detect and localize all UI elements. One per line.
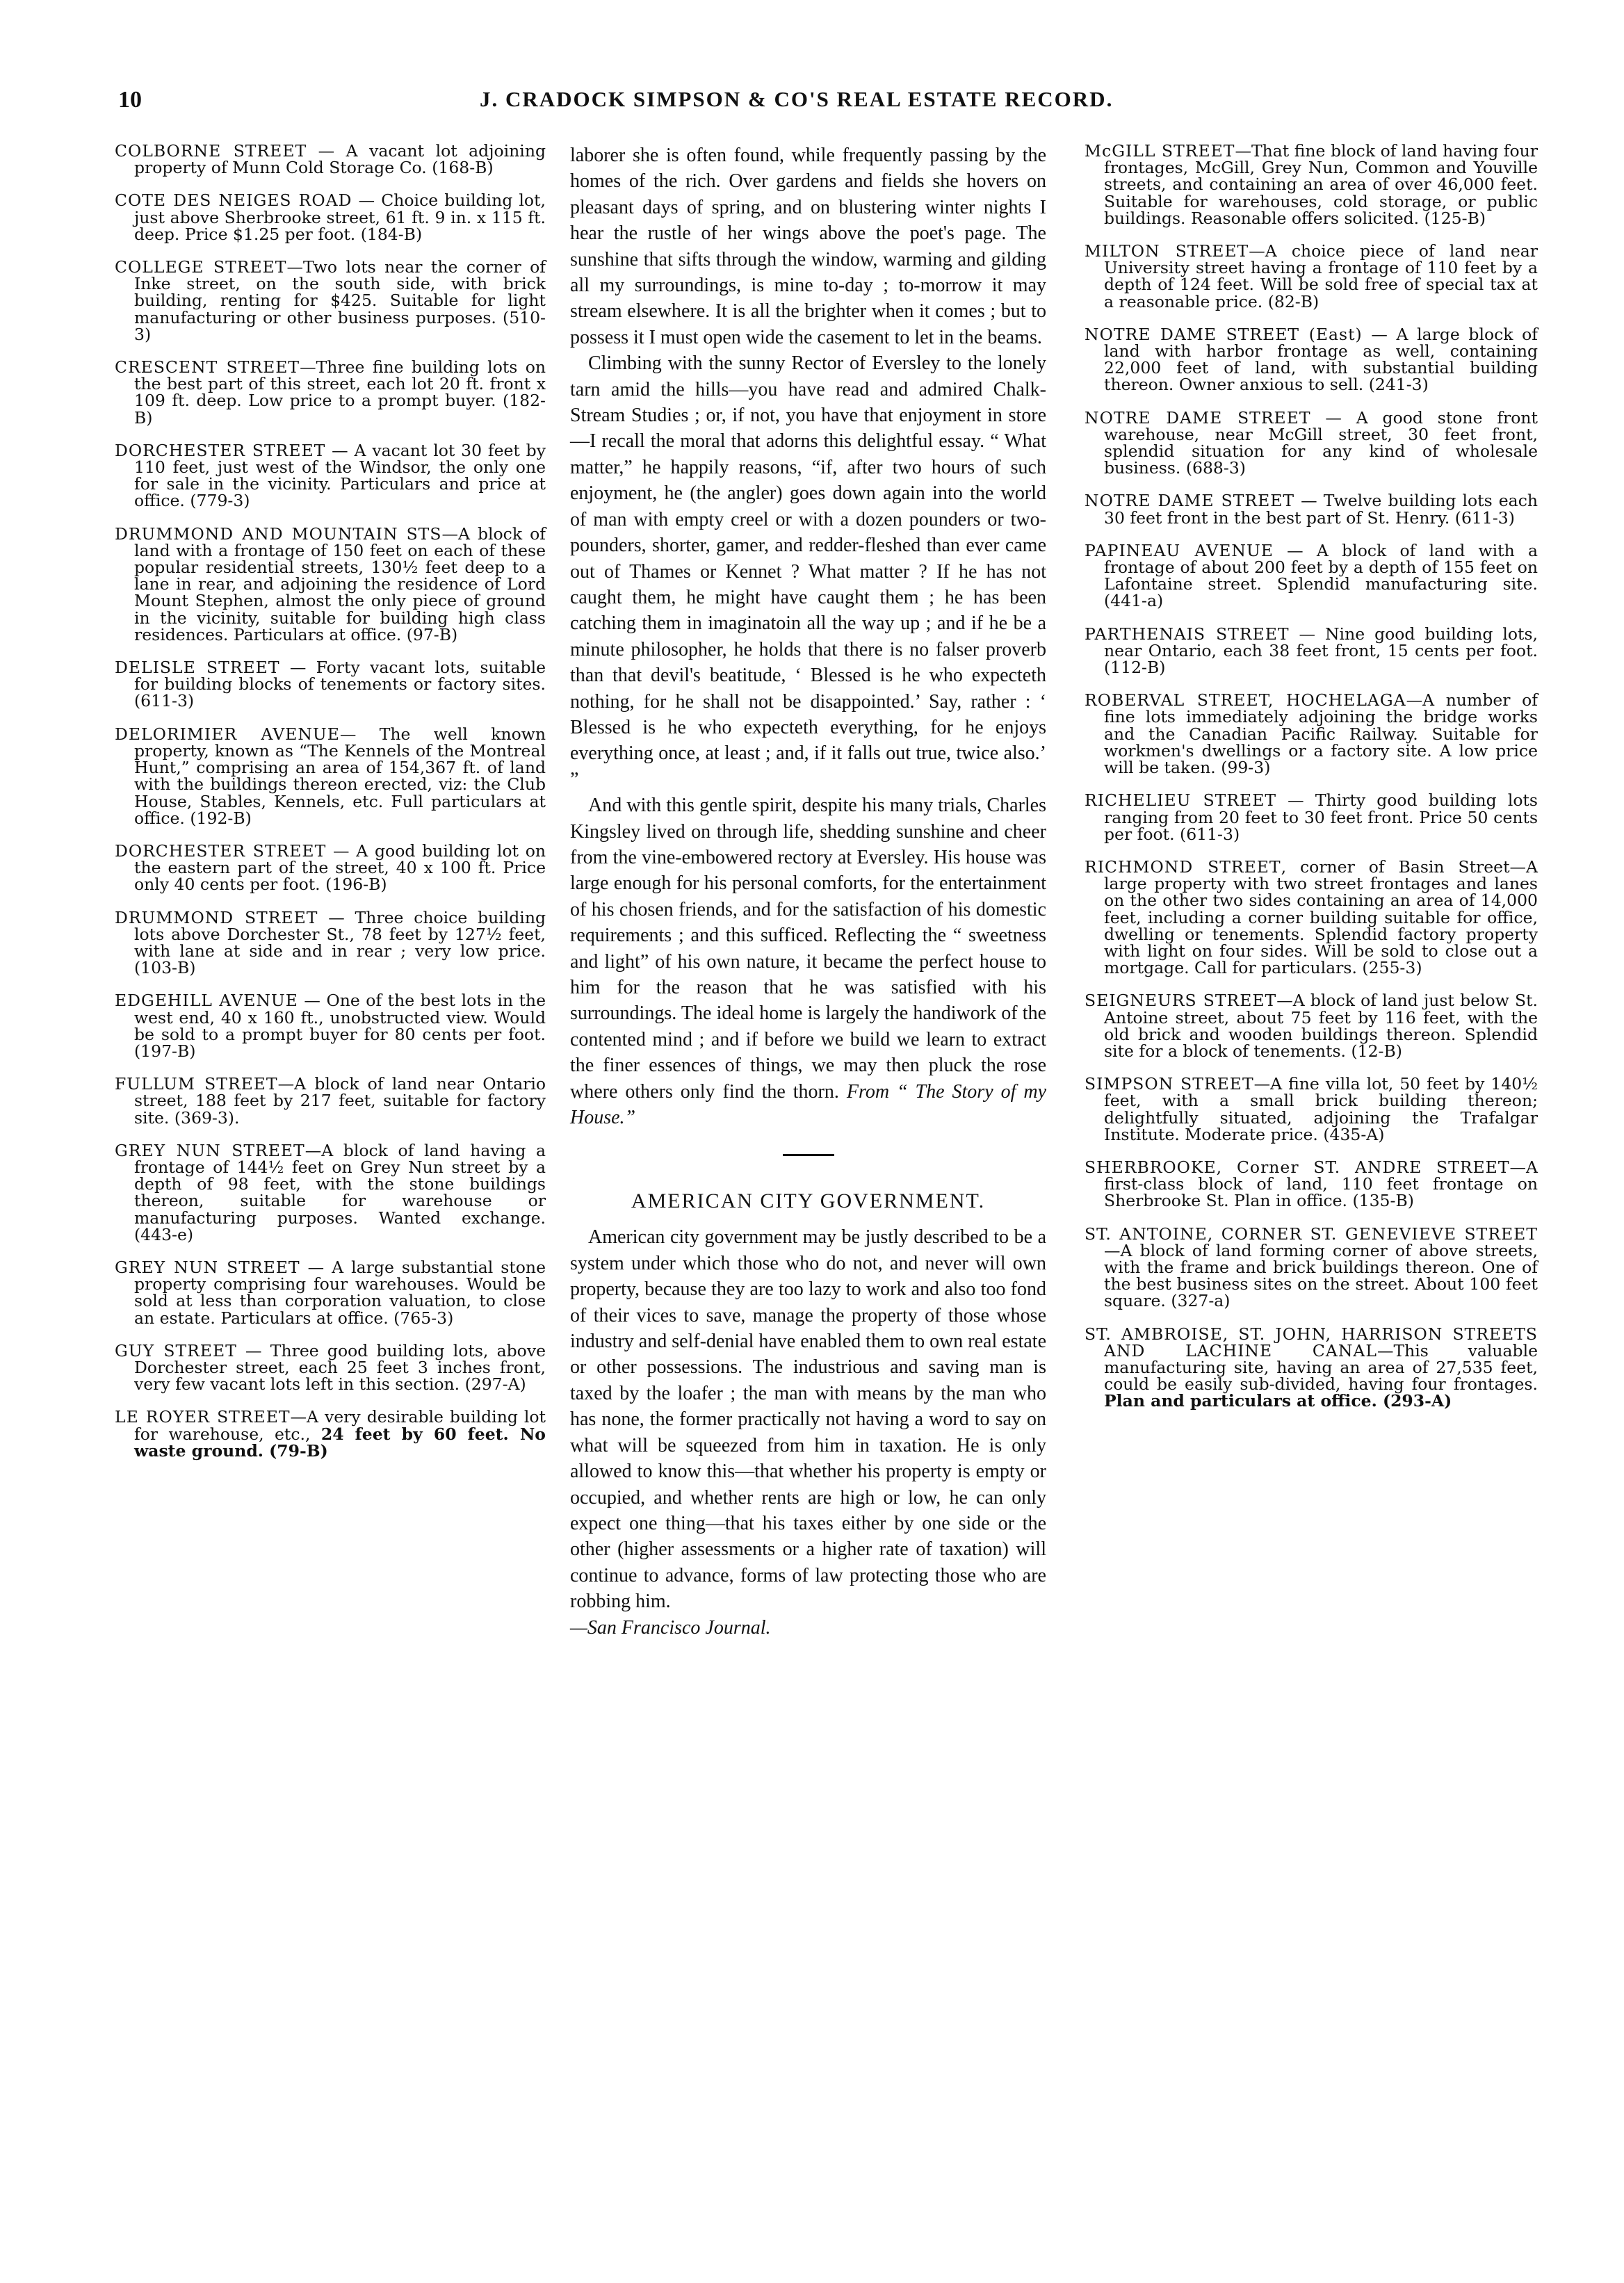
listing: LE ROYER STREET—A very desirable building lot for warehouse, etc., 24 feet by 60 feet. No waste ground. (79-B) xyxy=(115,1407,546,1461)
right-column xyxy=(1085,143,1538,1426)
listing: SHERBROOKE, Corner ST. ANDRE STREET—A first-class block of land, 110 feet frontage on Sherbrooke St. Plan in office. (135-B) xyxy=(1085,1157,1538,1211)
listing: MILTON STREET—A choice piece of land near University street having a frontage of 110 feet by a depth of 124 feet. Will be sold free of special tax at a reasonable price. (82-B) xyxy=(1085,241,1538,311)
essay-source: From “ The Story of my House.” xyxy=(570,1080,1046,1129)
listing: COLBORNE STREET — A vacant lot adjoining property of Munn Cold Storage Co. (168-B) xyxy=(115,141,546,178)
listing: ST. ANTOINE, CORNER ST. GENEVIEVE STREET—A block of land forming corner of above streets, with the frame and brick buildings thereon. One of the best business sites on the street. About 100 feet square. (327-a) xyxy=(1085,1224,1538,1311)
article-source: —San Francisco Journal. xyxy=(570,1616,771,1639)
left-column xyxy=(115,143,546,1475)
section-divider xyxy=(783,1154,834,1156)
essay-paragraph: And with this gentle spirit, despite his many trials, Charles Kingsley lived on through life, shedding sunshine and cheer from the vine-embowered rectory at Eversley. His house was large enough for his personal comforts, for the entertainment of his chosen friends, and for the satisfaction of his domestic requirements ; and this sufficed. Reflecting the “ sweetness and light” of his own nature, it became the perfect house to him for the reason that he was satisfied with his surroundings. The ideal home is largely the handiwork of the contented mind ; and if before we build we learn to extract the finer essences of things, we may then pluck the rose where others only find the thorn. From “ The Story of my House.” xyxy=(570,795,1046,1129)
listing: ST. AMBROISE, ST. JOHN, HARRISON STREETS AND LACHINE CANAL—This valuable manufacturing site, having an area of 27,535 feet, could be easily sub-divided, having four frontages. Plan and particulars at office. (293-A) xyxy=(1085,1324,1538,1411)
page-number: 10 xyxy=(118,87,142,113)
listing: DRUMMOND STREET — Three choice building lots above Dorchester St., 78 feet by 127½ feet, with lane at side and in rear ; very low price. (103-B) xyxy=(115,907,546,978)
listing: McGILL STREET—That fine block of land having four frontages, McGill, Grey Nun, Common and Youville streets, and containing an area of over 46,000 feet. Suitable for warehouses, cold storage, or public buildings. Reasonable offers solicited. (125-B) xyxy=(1085,141,1538,228)
listing: PARTHENAIS STREET — Nine good building lots, near Ontario, each 38 feet front, 15 cents per foot. (112-B) xyxy=(1085,624,1538,678)
listing: DORCHESTER STREET — A good building lot on the eastern part of the street, 40 x 100 ft. Price only 40 cents per foot. (196-B) xyxy=(115,840,546,895)
listing: CRESCENT STREET—Three fine building lots on the best part of this street, each lot 20 ft. front x 109 ft. deep. Low price to a prompt buyer. (182-B) xyxy=(115,357,546,428)
listing: PAPINEAU AVENUE — A block of land with a frontage of about 200 feet by a depth of 155 feet on Lafontaine street. Splendid manufacturing site. (441-a) xyxy=(1085,540,1538,611)
listing: NOTRE DAME STREET — A good stone front warehouse, near McGill street, 30 feet front, splendid situation for any kind of wholesale business. (688-3) xyxy=(1085,407,1538,478)
listing: FULLUM STREET—A block of land near Ontario street, 188 feet by 217 feet, suitable for factory site. (369-3). xyxy=(115,1074,546,1128)
listing: GUY STREET — Three good building lots, above Dorchester street, each 25 feet 3 inches front, very few vacant lots left in this section. (297-A) xyxy=(115,1340,546,1395)
listing: SEIGNEURS STREET—A block of land just below St. Antoine street, about 75 feet by 116 feet, with the old brick and wooden buildings thereon. Splendid site for a block of tenements. (12-B) xyxy=(1085,991,1538,1061)
listing: DELORIMIER AVENUE— The well known property, known as “The Kennels of the Montreal Hunt,” comprising an area of 154,367 ft. of land with the buildings thereon erected, viz: the Club House, Stables, Kennels, etc. Full particulars at office. (192-B) xyxy=(115,724,546,828)
listing: RICHELIEU STREET — Thirty good building lots ranging from 20 feet to 30 feet front. Price 50 cents per foot. (611-3) xyxy=(1085,790,1538,844)
listing: EDGEHILL AVENUE — One of the best lots in the west end, 40 x 160 ft., unobstructed view. Would be sold to a prompt buyer for 80 cents per foot. (197-B) xyxy=(115,991,546,1061)
listing: GREY NUN STREET—A block of land having a frontage of 144½ feet on Grey Nun street by a depth of 98 feet, with the stone buildings thereon, suitable for warehouse or manufacturing purposes. Wanted exchange. (443-e) xyxy=(115,1140,546,1244)
listing: DRUMMOND AND MOUNTAIN STS—A block of land with a frontage of 150 feet on each of these popular residential streets, 130½ feet deep to a lane in rear, and adjoining the residence of Lord Mount Stephen, almost the only piece of ground in the vicinity, suitable for building high class residences. Particulars at office. (97-B) xyxy=(115,523,546,644)
article-title: AMERICAN CITY GOVERNMENT. xyxy=(631,1189,986,1213)
middle-column xyxy=(570,143,1046,1641)
listing: ROBERVAL STREET, HOCHELAGA—A number of fine lots immediately adjoining the bridge works and the Canadian Pacific Railway. Suitable for workmen's dwellings or a factory site. A low price will be taken. (99-3) xyxy=(1085,690,1538,778)
listing: COTE DES NEIGES ROAD — Choice building lot, just above Sherbrooke street, 61 ft. 9 in. x 115 ft. deep. Price $1.25 per foot. (184-B) xyxy=(115,190,546,244)
listing: DORCHESTER STREET — A vacant lot 30 feet by 110 feet, just west of the Windsor, the only one for sale in the vicinity. Particulars and price at office. (779-3) xyxy=(115,440,546,511)
listing: SIMPSON STREET—A fine villa lot, 50 feet by 140½ feet, with a small brick building thereon; delightfully situated, adjoining the Trafalgar Institute. Moderate price. (435-A) xyxy=(1085,1074,1538,1144)
essay-paragraph: laborer she is often found, while frequently passing by the homes of the rich. Over gardens and fields she hovers on pleasant days of spring, and on blustering winter nights I hear the rustle of her wings above the poet's page. The sunshine that sifts through the window, warming and gilding all my surroundings, is mine to-day ; to-morrow it may stream elsewhere. It is all the brighter when it comes ; but to possess it I must open wide the casement to let in the beams. xyxy=(570,145,1046,348)
listing: DELISLE STREET — Forty vacant lots, suitable for building blocks of tenements or factory sites. (611-3) xyxy=(115,658,546,711)
listing: NOTRE DAME STREET — Twelve building lots each 30 feet front in the best part of St. Henry. (611-3) xyxy=(1085,491,1538,528)
page-header: J. CRADOCK SIMPSON & CO'S REAL ESTATE RECORD. xyxy=(480,87,1114,111)
listing: GREY NUN STREET — A large substantial stone property comprising four warehouses. Would be sold at less than corporation valuation, to close an estate. Particulars at office. (765-3) xyxy=(115,1257,546,1328)
listing: NOTRE DAME STREET (East) — A large block of land with harbor frontage as well, containing 22,000 feet of land, with substantial building thereon. Owner anxious to sell. (241-3) xyxy=(1085,324,1538,395)
article-body: American city government may be justly described to be a system under which those who do not, and never will own property, because they are too lazy to work and also too fond of their vices to save, manage the property of those whose industry and self-denial have enabled them to own real estate or other possessions. The industrious and saving man is taxed by the loafer ; the man with means by the man who has none, the former practically not having a word to say on what will be squeezed from him in taxation. He is only allowed to know this—that whether his property is empty or occupied, and whether rents are high or low, he can only expect one thing—that his taxes either by one side or the other (higher assessments or a higher rate of taxation) will continue to advance, forms of law protecting those who are robbing him. —San Francisco Journal. xyxy=(570,1226,1046,1639)
listing: COLLEGE STREET—Two lots near the corner of Inke street, on the south side, with brick building, renting for $425. Suitable for light manufacturing or other business purposes. (510-3) xyxy=(115,257,546,344)
essay-paragraph: Climbing with the sunny Rector of Eversley to the lonely tarn amid the hills—you have read and admired Chalk-Stream Studies ; or, if not, you have that enjoyment in store—I recall the moral that adorns this delightful essay. “ What matter,” he happily reasons, “if, after two hours of such enjoyment, he (the angler) goes down again into the world of man with empty creel or with a dozen pounders or two-pounders, shorter, gamer, and redder-fleshed than ever came out of Thames or Kennet ? What matter ? If he has not caught them, he might have caught them ; he has been catching them in imaginatoin all the way up ; and if he be a minute philosopher, he holds that there is no falser proverb than that devil's beatitude, ‘ Blessed is he who expecteth nothing, for he shall not be disappointed.’ Say, rather : ‘ Blessed is he who expecteth everything, for he enjoys everything once, at least ; and, if it falls out true, twice also.’ ” xyxy=(570,352,1046,790)
listing: RICHMOND STREET, corner of Basin Street—A large property with two street frontages and lanes on the other two sides containing an area of 14,000 feet, including a corner building suitable for office, dwelling or tenements. Splendid factory property with light on four sides. Will be sold to close out a mortgage. Call for particulars. (255-3) xyxy=(1085,856,1538,978)
